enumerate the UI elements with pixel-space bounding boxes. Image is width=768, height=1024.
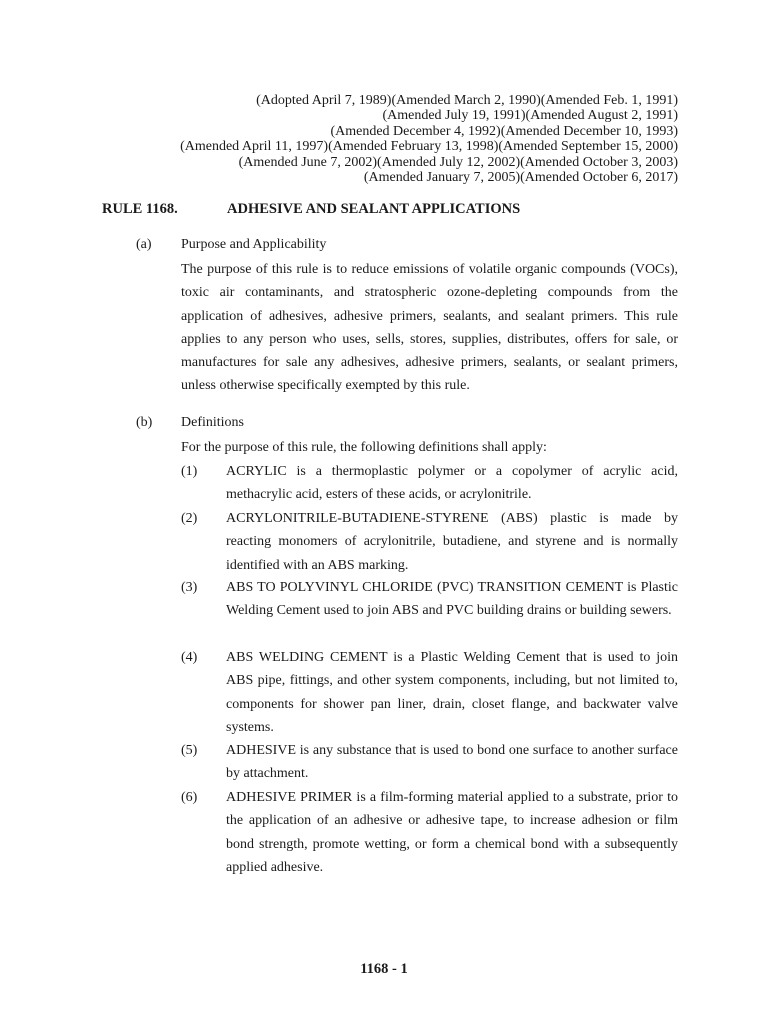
definition-number: (1) [181, 464, 198, 479]
definition-item [181, 646, 678, 739]
definition-text: ACRYLIC is a thermoplastic polymer or a copolymer of acrylic acid, methacrylic acid, esters of these acids, or acrylonitrile. [226, 464, 678, 503]
amendment-line-4: (Amended April 11, 1997)(Amended February 13, 1998)(Amended September 15, 2000) [180, 139, 678, 155]
definition-item [181, 507, 678, 577]
page-number: 1168 - 1 [360, 961, 408, 977]
definition-text: ADHESIVE PRIMER is a film-forming material applied to a substrate, prior to the application of an adhesive or adhesive tape, to increase adhesion or film bond strength, promote wetting, or form a chemical bond with a subsequently applied adhesive. [226, 790, 678, 875]
rule-number: RULE 1168. [102, 201, 178, 217]
section-b-intro: For the purpose of this rule, the following definitions shall apply: [181, 440, 547, 455]
rule-title: ADHESIVE AND SEALANT APPLICATIONS [227, 201, 521, 217]
definition-item [181, 460, 678, 507]
definition-number: (2) [181, 511, 198, 526]
definition-text: ABS TO POLYVINYL CHLORIDE (PVC) TRANSITION CEMENT is Plastic Welding Cement used to join ABS and PVC building drains or building sewers. [226, 580, 678, 619]
definition-number: (6) [181, 790, 198, 805]
definition-number: (5) [181, 743, 198, 758]
definition-text: ACRYLONITRILE-BUTADIENE-STYRENE (ABS) plastic is made by reacting monomers of acrylonitrile, butadiene, and styrene and is normally identified with an ABS marking. [226, 511, 678, 573]
definition-number: (3) [181, 580, 198, 595]
rule-heading [102, 201, 520, 218]
amendment-line-6: (Amended January 7, 2005)(Amended October 6, 2017) [363, 170, 678, 186]
amendment-line-2: (Amended July 19, 1991)(Amended August 2, 1991) [382, 108, 678, 124]
definition-item [181, 786, 678, 879]
definition-text: ABS WELDING CEMENT is a Plastic Welding Cement that is used to join ABS pipe, fittings, and other system components, including, but not limited to, components for shower pan liner, drain, closet flange, and backwater valve systems. [226, 650, 678, 735]
section-a-title: Purpose and Applicability [181, 237, 327, 252]
amendment-history [120, 93, 678, 185]
definition-text: ADHESIVE is any substance that is used to bond one surface to another surface by attachment. [226, 743, 678, 782]
definition-number: (4) [181, 650, 198, 665]
section-b-letter: (b) [136, 415, 153, 430]
section-b-title: Definitions [181, 415, 244, 430]
section-a-text: The purpose of this rule is to reduce emissions of volatile organic compounds (VOCs), toxic air contaminants, and stratospheric ozone-depleting compounds from the application of adhesives, adhesive primers, sealants, and sealant primers. This rule applies to any person who uses, sells, stores, supplies, distributes, offers for sale, or manufactures for sale any adhesives, adhesive primers, sealants, or sealant primers, unless otherwise specifically exempted by this rule. [181, 262, 678, 394]
definition-item [181, 576, 678, 623]
amendment-line-1: (Adopted April 7, 1989)(Amended March 2, 1990)(Amended Feb. 1, 1991) [256, 93, 678, 108]
section-a-letter: (a) [136, 237, 152, 252]
amendment-line-3: (Amended December 4, 1992)(Amended December 10, 1993) [330, 123, 678, 139]
amendment-line-5: (Amended June 7, 2002)(Amended July 12, 2002)(Amended October 3, 2003) [238, 154, 678, 170]
definition-item [181, 739, 678, 786]
